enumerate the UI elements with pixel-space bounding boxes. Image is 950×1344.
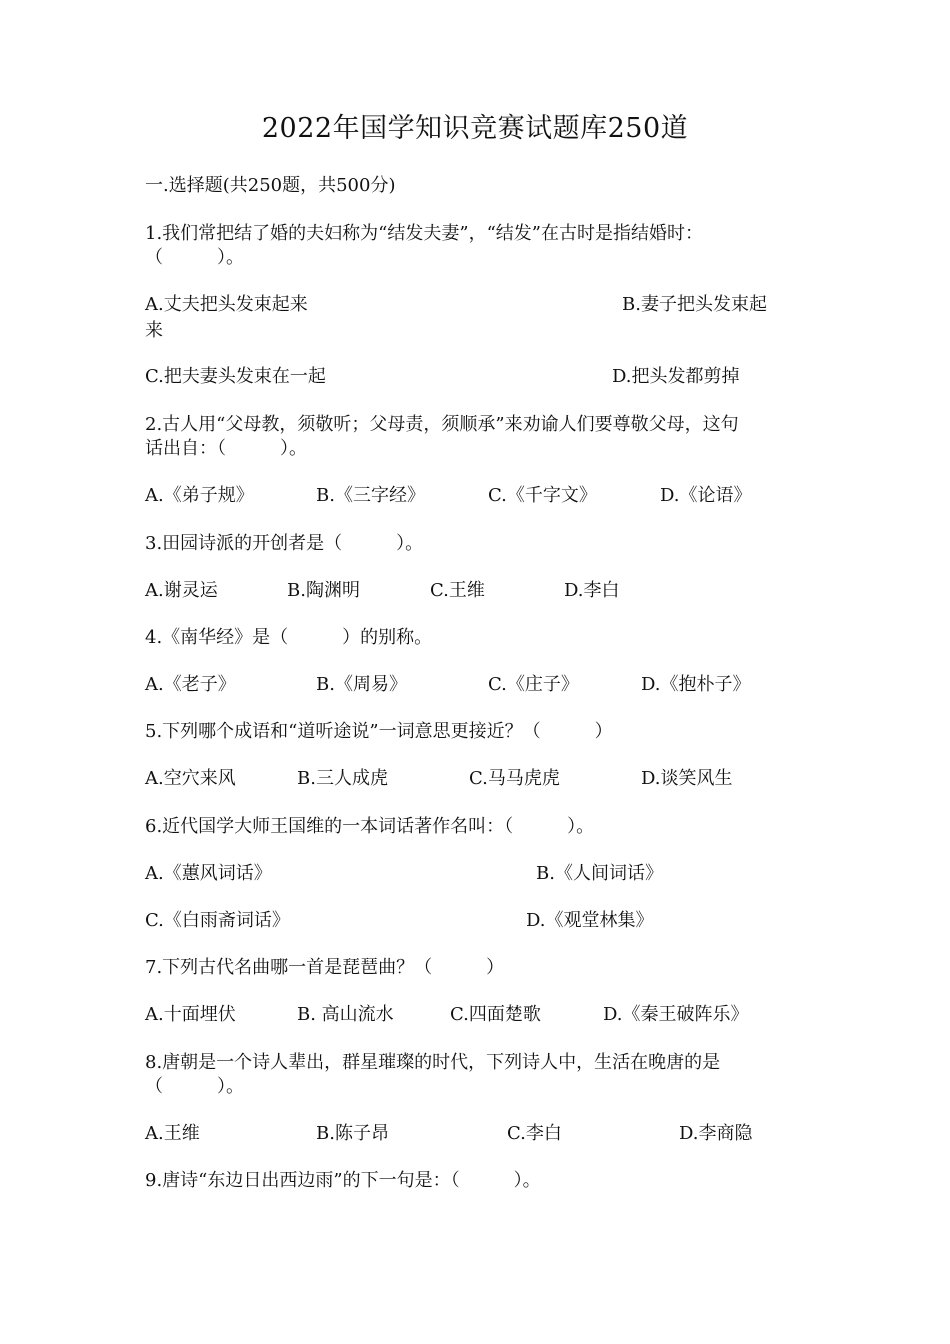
- question-6-option-d: D.《观堂林集》: [526, 910, 654, 931]
- question-1-option-a: A.丈夫把头发束起来: [145, 294, 308, 315]
- question-4-option-a: A.《老子》: [145, 674, 236, 695]
- question-5-text: 5.下列哪个成语和“道听途说”一词意思更接近？（ ）: [145, 721, 613, 742]
- question-4-option-d: D.《抱朴子》: [641, 674, 751, 695]
- question-3-option-a: A.谢灵运: [145, 580, 218, 601]
- question-3-text: 3.田园诗派的开创者是（ ）。: [145, 533, 424, 554]
- question-7-text: 7.下列古代名曲哪一首是琵琶曲？（ ）: [145, 957, 505, 978]
- question-5-option-a: A.空穴来风: [145, 768, 236, 789]
- question-2-text: 2.古人用“父母教，须敬听；父母责，须顺承”来劝谕人们要尊敬父母，这句: [145, 414, 739, 435]
- question-1-option-d: D.把头发都剪掉: [612, 366, 740, 387]
- question-7-option-c: C.四面楚歌: [450, 1004, 541, 1025]
- question-2-option-a: A.《弟子规》: [145, 485, 254, 506]
- question-3-option-c: C.王维: [430, 580, 485, 601]
- question-2-option-d: D.《论语》: [660, 485, 752, 506]
- question-9-text: 9.唐诗“东边日出西边雨”的下一句是：（ ）。: [145, 1170, 541, 1191]
- question-2-option-b: B.《三字经》: [316, 485, 425, 506]
- question-1-text: 1.我们常把结了婚的夫妇称为“结发夫妻”，“结发”在古时是指结婚时：: [145, 223, 703, 244]
- question-6-option-c: C.《白雨斋词话》: [145, 910, 290, 931]
- question-8-text-cont: （ ）。: [145, 1076, 244, 1097]
- question-2-option-c: C.《千字文》: [488, 485, 597, 506]
- question-2-text-cont: 话出自：（ ）。: [145, 438, 307, 459]
- question-4-option-b: B.《周易》: [316, 674, 407, 695]
- question-3-option-b: B.陶渊明: [287, 580, 360, 601]
- question-5-option-b: B.三人成虎: [297, 768, 388, 789]
- question-1-option-c: C.把夫妻头发束在一起: [145, 366, 326, 387]
- section-heading: 一.选择题(共250题，共500分): [145, 175, 396, 196]
- question-7-option-d: D.《秦王破阵乐》: [603, 1004, 749, 1025]
- question-8-option-c: C.李白: [507, 1123, 562, 1144]
- document-title: 2022年国学知识竞赛试题库250道: [261, 113, 689, 144]
- question-6-text: 6.近代国学大师王国维的一本词话著作名叫：（ ）。: [145, 816, 595, 837]
- question-7-option-b: B. 高山流水: [297, 1004, 394, 1025]
- question-1-option-b: B.妻子把头发束起: [622, 294, 767, 315]
- question-1-text-cont: （ ）。: [145, 247, 244, 268]
- question-4-text: 4.《南华经》是（ ）的别称。: [145, 627, 433, 648]
- question-8-text: 8.唐朝是一个诗人辈出，群星璀璨的时代，下列诗人中，生活在晚唐的是: [145, 1052, 721, 1073]
- question-6-option-b: B.《人间词话》: [536, 863, 663, 884]
- question-8-option-b: B.陈子昂: [316, 1123, 389, 1144]
- question-3-option-d: D.李白: [564, 580, 620, 601]
- question-7-option-a: A.十面埋伏: [145, 1004, 236, 1025]
- question-8-option-a: A.王维: [145, 1123, 200, 1144]
- question-1-option-b-wrap: 来: [145, 320, 163, 341]
- question-5-option-c: C.马马虎虎: [469, 768, 560, 789]
- question-4-option-c: C.《庄子》: [488, 674, 579, 695]
- question-8-option-d: D.李商隐: [679, 1123, 753, 1144]
- question-5-option-d: D.谈笑风生: [641, 768, 733, 789]
- question-6-option-a: A.《蕙风词话》: [145, 863, 272, 884]
